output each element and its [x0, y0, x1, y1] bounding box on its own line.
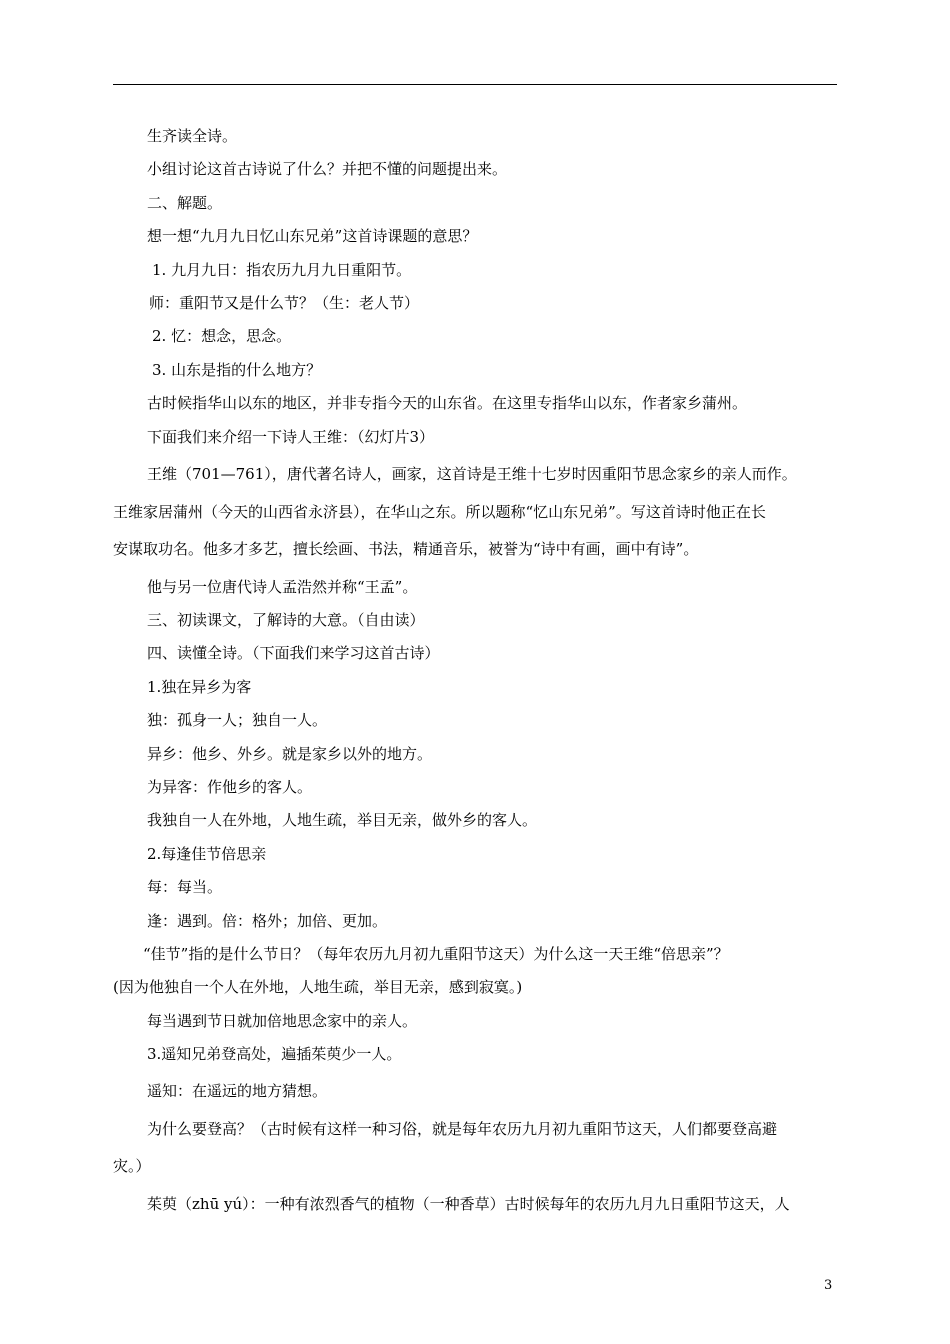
paragraph-line: 三、初读课文，了解诗的大意。（自由读） [147, 611, 425, 629]
paragraph-line: 王维（701—761），唐代著名诗人，画家，这首诗是王维十七岁时因重阳节思念家乡的亲人而作。 [147, 465, 797, 483]
page-number: 3 [824, 1278, 833, 1293]
paragraph-line: 为异客：作他乡的客人。 [147, 778, 313, 796]
paragraph-line: 1.独在异乡为客 [147, 678, 252, 696]
paragraph-line: 为什么要登高？（古时候有这样一种习俗，就是每年农历九月初九重阳节这天，人们都要登高避 [147, 1120, 778, 1138]
paragraph-line: 异乡：他乡、外乡。就是家乡以外的地方。 [147, 745, 433, 763]
paragraph-line: 小组讨论这首古诗说了什么？并把不懂的问题提出来。 [147, 160, 508, 178]
paragraph-line: 王维家居蒲州（今天的山西省永济县），在华山之东。所以题称“忆山东兄弟”。写这首诗时他正在长 [113, 503, 766, 521]
paragraph-line: 我独自一人在外地，人地生疏，举目无亲，做外乡的客人。 [147, 811, 538, 829]
header-rule [113, 84, 837, 85]
paragraph-line: 逢：遇到。倍：格外；加倍、更加。 [147, 912, 388, 930]
paragraph-line: 灾。） [113, 1157, 151, 1175]
paragraph-line: “佳节”指的是什么节日？（每年农历九月初九重阳节这天）为什么这一天王维“倍思亲”？ [143, 945, 729, 963]
paragraph-line: 2. 忆：想念，思念。 [152, 327, 292, 345]
paragraph-line: 四、读懂全诗。（下面我们来学习这首古诗） [147, 644, 440, 662]
paragraph-line: 他与另一位唐代诗人孟浩然并称“王孟”。 [147, 578, 418, 596]
paragraph-line: (因为他独自一个人在外地，人地生疏，举目无亲，感到寂寞。) [113, 978, 523, 996]
paragraph-line: 生齐读全诗。 [147, 127, 238, 145]
paragraph-line: 古时候指华山以东的地区，并非专指今天的山东省。在这里专指华山以东，作者家乡蒲州。 [147, 394, 748, 412]
paragraph-line: 遥知：在遥远的地方猜想。 [147, 1082, 328, 1100]
paragraph-line: 下面我们来介绍一下诗人王维：（幻灯片3） [147, 428, 435, 446]
paragraph-line: 1. 九月九日：指农历九月九日重阳节。 [152, 261, 412, 279]
paragraph-line: 每当遇到节日就加倍地思念家中的亲人。 [147, 1012, 418, 1030]
paragraph-line: 茱萸（zhū yú）：一种有浓烈香气的植物（一种香草）古时候每年的农历九月九日重阳节这天，人 [147, 1195, 790, 1213]
paragraph-line: 每：每当。 [147, 878, 223, 896]
paragraph-line: 3. 山东是指的什么地方？ [152, 361, 322, 379]
paragraph-line: 二、解题。 [147, 194, 223, 212]
paragraph-line: 2.每逢佳节倍思亲 [147, 845, 267, 863]
paragraph-line: 安谋取功名。他多才多艺，擅长绘画、书法，精通音乐，被誉为“诗中有画，画中有诗”。 [113, 540, 699, 558]
paragraph-line: 3.遥知兄弟登高处，遍插茱萸少一人。 [147, 1045, 402, 1063]
paragraph-line: 师：重阳节又是什么节？（生：老人节） [149, 294, 420, 312]
paragraph-line: 想一想“九月九日忆山东兄弟”这首诗课题的意思？ [147, 227, 478, 245]
paragraph-line: 独：孤身一人；独自一人。 [147, 711, 328, 729]
